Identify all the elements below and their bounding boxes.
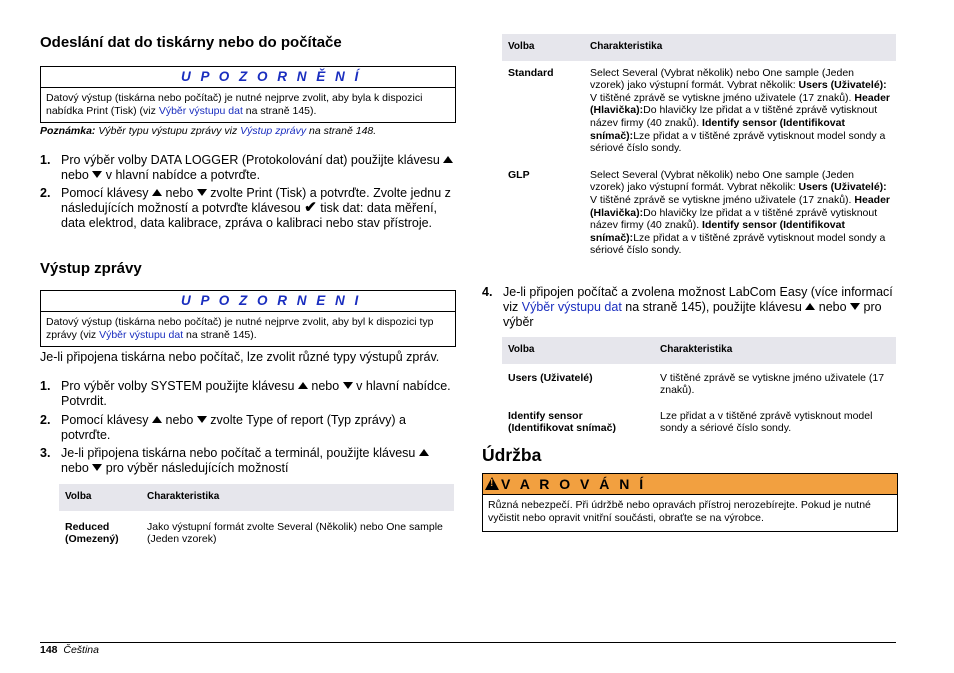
step-text: Pro výběr volby DATA LOGGER (Protokolování dat) použijte klávesu <box>61 153 444 167</box>
cell-bold: Identify sensor (Identifikovat snímač): <box>590 116 845 142</box>
options-table-formats <box>502 34 896 261</box>
table-cell-key: Standard <box>508 66 554 79</box>
step-text: nebo <box>815 300 851 314</box>
table-cell-key: Reduced (Omezený) <box>65 520 119 546</box>
table-row <box>502 61 896 159</box>
column-header: Volba <box>59 484 141 511</box>
step-number: 4. <box>482 285 493 299</box>
options-table-reduced <box>59 484 454 550</box>
step-text: v hlavní nabídce a potvrďte. <box>102 168 261 182</box>
arrow-up-icon <box>152 189 162 196</box>
cell-bold: Users (Uživatelé): <box>798 181 887 194</box>
note-label: Poznámka: <box>40 125 96 137</box>
footer-language: Čeština <box>63 644 99 656</box>
arrow-down-icon <box>92 171 102 178</box>
list-item <box>40 186 454 231</box>
cell-bold: Header (Hlavička): <box>590 91 890 117</box>
cell-text: Do hlavičky lze přidat a v tištěné zprávě vytisknout název firmy (40 znaků). <box>590 206 878 232</box>
intro-text: Je-li připojena tiskárna nebo počítač, lze zvolit různé typy výstupů zpráv. <box>40 350 440 364</box>
arrow-up-icon <box>419 449 429 456</box>
page-number: 148 <box>40 644 58 656</box>
notice-box-output <box>40 66 456 123</box>
list-item <box>40 379 454 409</box>
step-text: tisk dat: data měření, data elektrod, data kalibrace, zpráva o kalibraci nebo stav přístroje. <box>61 201 438 230</box>
arrow-down-icon <box>92 464 102 471</box>
cell-text: Lze přidat a v tištěné zprávě vytisknout model sondy a sériové číslo sondy. <box>590 129 886 155</box>
list-item <box>40 153 454 183</box>
link-output-selection[interactable]: Výběr výstupu dat <box>99 329 184 341</box>
cell-text: Select Several (Vybrat několik) nebo One sample (Jeden vzorek) jako výstupní formát. Vybrat několik: <box>590 66 854 92</box>
column-header: Volba <box>502 337 654 364</box>
arrow-down-icon <box>343 382 353 389</box>
arrow-down-icon <box>850 303 860 310</box>
step-text: v hlavní nabídce. Potvrdit. <box>61 379 451 408</box>
section-title-report-output: Výstup zprávy <box>40 260 142 277</box>
step-number: 1. <box>40 379 51 393</box>
column-header: Charakteristika <box>654 337 896 364</box>
step-text: nebo <box>61 461 93 475</box>
table-cell-value: Jako výstupní formát zvolte Several (Několik) nebo One sample (Jeden vzorek) <box>147 520 443 546</box>
footer-divider <box>40 642 896 643</box>
notice-text-part: Datový výstup (tiskárna nebo počítač) je nutné nejprve zvolit, aby byl k dispozici typ zprávy (viz <box>46 316 434 341</box>
warning-heading-bar <box>483 474 897 495</box>
step-text: nebo <box>307 379 343 393</box>
options-table-labcom <box>502 337 896 439</box>
section-title-send-data: Odeslání dat do tiskárny nebo do počítače <box>40 34 342 51</box>
step-text: Je-li připojen počítač a zvolena možnost LabCom Easy (více informací viz <box>503 285 893 314</box>
notice-heading: U P O Z O R N E N I <box>41 291 455 312</box>
step-text: nebo <box>61 168 93 182</box>
warning-triangle-icon <box>485 477 499 490</box>
note-line <box>40 125 454 138</box>
cell-bold: Header (Hlavička): <box>590 193 890 219</box>
table-cell-value: Lze přidat a v tištěné zprávě vytisknout model sondy a sériové číslo sondy. <box>660 409 873 435</box>
cell-bold: Identify sensor (Identifikovat snímač): <box>590 219 845 244</box>
notice-box-report <box>40 290 456 347</box>
step-text: Pomocí klávesy <box>61 413 153 427</box>
arrow-up-icon <box>443 156 453 163</box>
warning-heading: V A R O V Á N Í <box>501 476 647 492</box>
step-number: 1. <box>40 153 51 167</box>
table-cell-key: Users (Uživatelé) <box>508 371 593 384</box>
link-report-output[interactable]: Výstup zprávy <box>240 125 307 137</box>
notice-text-part: Datový výstup (tiskárna nebo počítač) je nutné nejprve zvolit, aby byla k dispozici nabídka Print (Tisk) (viz <box>46 92 423 117</box>
table-cell-key: Identify sensor (Identifikovat snímač) <box>508 409 616 435</box>
link-output-selection[interactable]: Výběr výstupu dat <box>158 105 243 117</box>
cell-text: V tištěné zprávě se vytiskne jméno uživatele (17 znaků). <box>590 193 855 206</box>
warning-box <box>482 473 898 532</box>
cell-text: Select Several (Vybrat několik) nebo One sample (Jeden vzorek) jako výstupní formát. Vybrat několik: <box>590 168 854 194</box>
step-text: Pomocí klávesy <box>61 186 153 200</box>
notice-heading: U P O Z O R N Ě N Í <box>41 67 455 88</box>
column-header: Charakteristika <box>141 484 454 511</box>
footer <box>40 644 99 657</box>
column-header: Charakteristika <box>584 34 896 61</box>
cell-bold: Users (Uživatelé): <box>798 79 887 92</box>
step-number: 2. <box>40 186 51 200</box>
table-cell-value <box>584 61 896 159</box>
arrow-down-icon <box>197 416 207 423</box>
table-row <box>502 401 896 439</box>
step-text: nebo <box>162 186 197 200</box>
step-text: nebo <box>162 413 197 427</box>
table-row <box>502 364 896 401</box>
warning-text: Různá nebezpečí. Při údržbě nebo opravách přístroj nerozebírejte. Pokud je nutné vyčistit nebo opravit vnitřní součásti, obraťte se na výrobce. <box>488 499 871 524</box>
link-output-selection[interactable]: Výběr výstupu dat <box>521 300 622 314</box>
step-text: Je-li připojena tiskárna nebo počítač a terminál, použijte klávesu <box>61 446 419 460</box>
step-text: pro výběr následujících možností <box>102 461 289 475</box>
column-header: Volba <box>502 34 584 61</box>
list-item <box>482 285 896 330</box>
checkmark-icon: ✔ <box>304 199 317 216</box>
notice-text-part: na straně 145). <box>242 105 317 117</box>
notice-text <box>41 312 455 346</box>
table-cell-value: V tištěné zprávě se vytiskne jméno uživatele (17 znaků). <box>660 371 885 397</box>
cell-text: Do hlavičky lze přidat a v tištěné zprávě vytisknout název firmy (40 znaků). <box>590 104 878 129</box>
table-cell-key: GLP <box>508 168 530 181</box>
cell-text: V tištěné zprávě se vytiskne jméno uživatele (17 znaků). <box>590 91 855 104</box>
list-item <box>40 446 454 476</box>
notice-text-part: na straně 145). <box>183 329 257 341</box>
section-title-maintenance: Údržba <box>482 445 542 465</box>
step-text: zvolte Type of report (Typ zprávy) a potvrďte. <box>61 413 406 442</box>
table-cell-value <box>584 159 896 261</box>
step-number: 2. <box>40 413 51 427</box>
list-item <box>40 413 454 443</box>
table-row <box>502 159 896 261</box>
arrow-up-icon <box>805 303 815 310</box>
step-text: na straně 145), použijte klávesu <box>621 300 806 314</box>
note-text: Výběr typu výstupu zprávy viz <box>95 125 241 137</box>
step-text: pro výběr <box>503 300 882 329</box>
note-text: na straně 148. <box>306 125 377 137</box>
step-text: zvolte Print (Tisk) a potvrďte. Zvolte jednu z následujících možností a potvrďte klávesou <box>61 186 451 215</box>
table-row <box>59 511 454 550</box>
arrow-up-icon <box>298 382 308 389</box>
arrow-down-icon <box>197 189 207 196</box>
notice-text <box>41 88 455 122</box>
arrow-up-icon <box>152 416 162 423</box>
step-text: Pro výběr volby SYSTEM použijte klávesu <box>61 379 298 393</box>
step-number: 3. <box>40 446 51 460</box>
cell-text: Lze přidat a v tištěné zprávě vytisknout model sondy a sériové číslo sondy. <box>590 231 886 257</box>
